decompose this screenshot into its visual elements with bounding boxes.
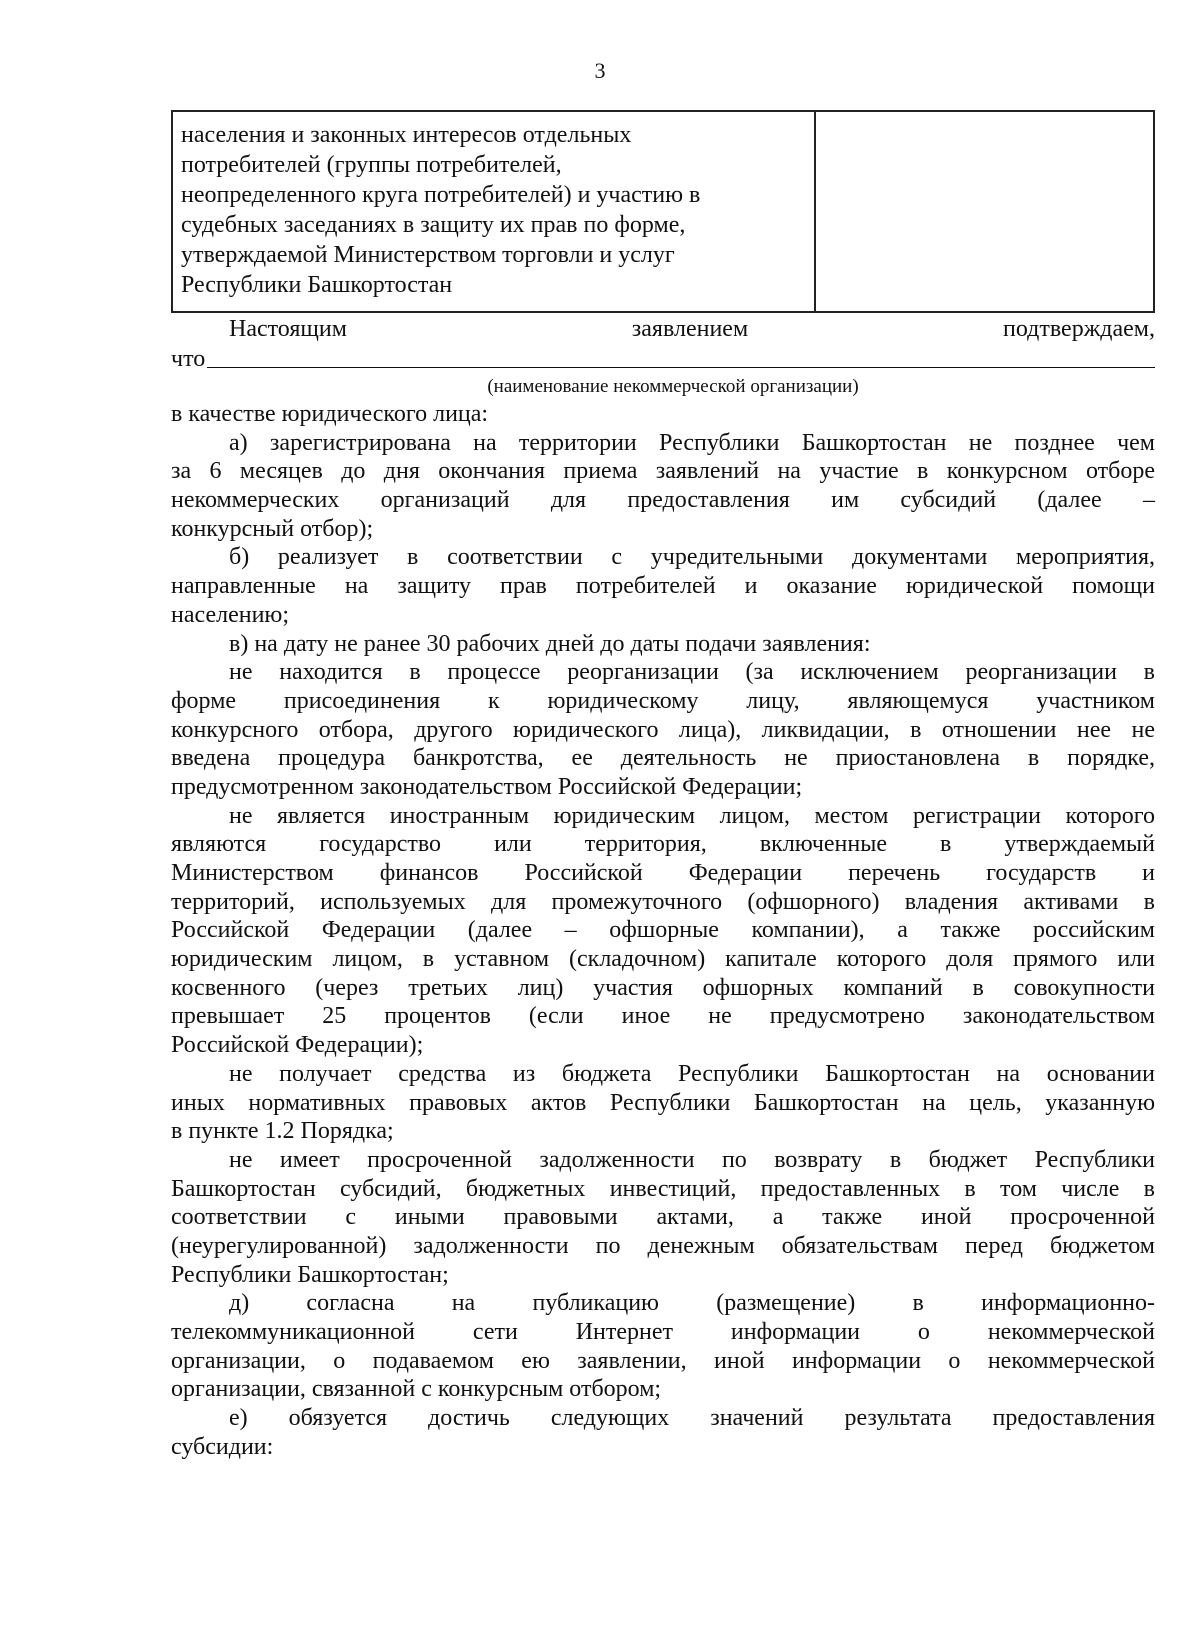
clause-line: субсидии:: [171, 1433, 274, 1460]
table-description-cell: [172, 111, 815, 312]
clause-line: введена процедура банкротства, ее деятельность не приостановлена в порядке,: [171, 745, 1155, 772]
clause-line: являются государство или территория, включенные в утверждаемый: [171, 831, 1155, 858]
statement-word: подтверждаем,: [1003, 316, 1155, 342]
clause-line: не имеет просроченной задолженности по возврату в бюджет Республики: [229, 1146, 1155, 1173]
clause-line: форме присоединения к юридическому лицу, являющемуся участником: [171, 687, 1155, 714]
clause-line: а) зарегистрирована на территории Республики Башкортостан не позднее чем: [229, 429, 1155, 456]
clause-paragraph: [171, 1060, 1155, 1146]
clause-line: организации, о подаваемом ею заявлении, иной информации о некоммерческой: [171, 1347, 1155, 1374]
clause-paragraph: [171, 630, 1155, 659]
table-cell-line: населения и законных интересов отдельных: [181, 122, 632, 148]
clause-line: Республики Башкортостан;: [171, 1261, 449, 1288]
clause-line: территорий, используемых для промежуточного (офшорного) владения активами в: [171, 888, 1155, 915]
page-number: 3: [594, 58, 606, 83]
statement-word: заявлением: [631, 316, 749, 342]
organization-name-blank: [207, 366, 1155, 368]
clause-line: юридическим лицом, в уставном (складочном) капитале которого доля прямого или: [171, 946, 1155, 973]
clause-line: направленные на защиту прав потребителей и оказание юридической помощи: [171, 573, 1155, 600]
clause-line: за 6 месяцев до дня окончания приема заявлений на участие в конкурсном отборе: [171, 458, 1155, 485]
clause-line: организации, связанной с конкурсным отбором;: [171, 1376, 662, 1403]
clause-paragraph: [171, 1146, 1155, 1289]
statement-line: [171, 314, 1155, 344]
clause-line: Российской Федерации);: [171, 1032, 424, 1059]
that-word: что: [171, 346, 206, 372]
clause-line: Министерством финансов Российской Федерации перечень государств и: [171, 860, 1155, 886]
clause-line: телекоммуникационной сети Интернет информации о некоммерческой: [171, 1319, 1155, 1345]
continuation-table: [171, 110, 1155, 313]
clause-line: б) реализует в соответствии с учредительными документами мероприятия,: [229, 544, 1155, 571]
table-cell-line: судебных заседаниях в защиту их прав по форме,: [181, 212, 686, 238]
table-row: [172, 111, 1154, 312]
document-body: [171, 314, 1155, 1461]
table-cell-line: утверждаемой Министерством торговли и услуг: [181, 242, 675, 268]
clause-line: превышает 25 процентов (если иное не предусмотрено законодательством: [171, 1003, 1155, 1030]
table-cell-line: неопределенного круга потребителей) и участию в: [181, 182, 701, 208]
clause-line: населению;: [171, 601, 290, 628]
clause-line: (неурегулированной) задолженности по денежным обязательствам перед бюджетом: [171, 1232, 1155, 1259]
clause-line: косвенного (через третьих лиц) участия офшорных компаний в совокупности: [171, 974, 1155, 1001]
clause-line: в) на дату не ранее 30 рабочих дней до даты подачи заявления:: [229, 630, 871, 657]
clause-paragraph: [171, 1404, 1155, 1461]
clause-line: д) согласна на публикацию (размещение) в информационно-: [229, 1290, 1155, 1317]
organization-name-line: [171, 344, 1155, 374]
clause-line: предусмотренном законодательством Российской Федерации;: [171, 773, 803, 800]
clause-line: Российской Федерации (далее – офшорные компании), а также российским: [171, 917, 1155, 944]
clause-line: не является иностранным юридическим лицом, местом регистрации которого: [229, 802, 1155, 829]
clause-line: некоммерческих организаций для предоставления им субсидий (далее –: [171, 487, 1155, 514]
clause-line: соответствии с иными правовыми актами, а также иной просроченной: [171, 1204, 1155, 1231]
statement-word: Настоящим: [229, 316, 347, 342]
clause-paragraph: [171, 429, 1155, 544]
clause-line: конкурсный отбор);: [171, 515, 374, 542]
table-empty-cell: [815, 111, 1154, 312]
clause-line: Башкортостан субсидий, бюджетных инвестиций, предоставленных в том числе в: [171, 1175, 1155, 1202]
clause-line: конкурсного отбора, другого юридического лица), ликвидации, в отношении нее не: [171, 716, 1155, 743]
clause-line: в пункте 1.2 Порядка;: [171, 1118, 394, 1145]
clause-line: не находится в процессе реорганизации (за исключением реорганизации в: [229, 659, 1155, 686]
clause-line: иных нормативных правовых актов Республики Башкортостан на цель, указанную: [171, 1089, 1155, 1116]
clause-paragraph: [171, 543, 1155, 629]
as-entity-line: в качестве юридического лица:: [171, 401, 489, 427]
table-cell-line: потребителей (группы потребителей,: [181, 152, 562, 178]
organization-name-caption: (наименование некоммерческой организации): [487, 376, 859, 397]
clause-paragraph: [171, 1289, 1155, 1404]
clause-line: е) обязуется достичь следующих значений результата предоставления: [229, 1405, 1155, 1432]
clause-line: не получает средства из бюджета Республики Башкортостан на основании: [229, 1060, 1155, 1087]
table-cell-line: Республики Башкортостан: [181, 272, 453, 298]
clause-paragraph: [171, 802, 1155, 1060]
clause-paragraph: [171, 658, 1155, 801]
clauses: [171, 429, 1155, 1462]
